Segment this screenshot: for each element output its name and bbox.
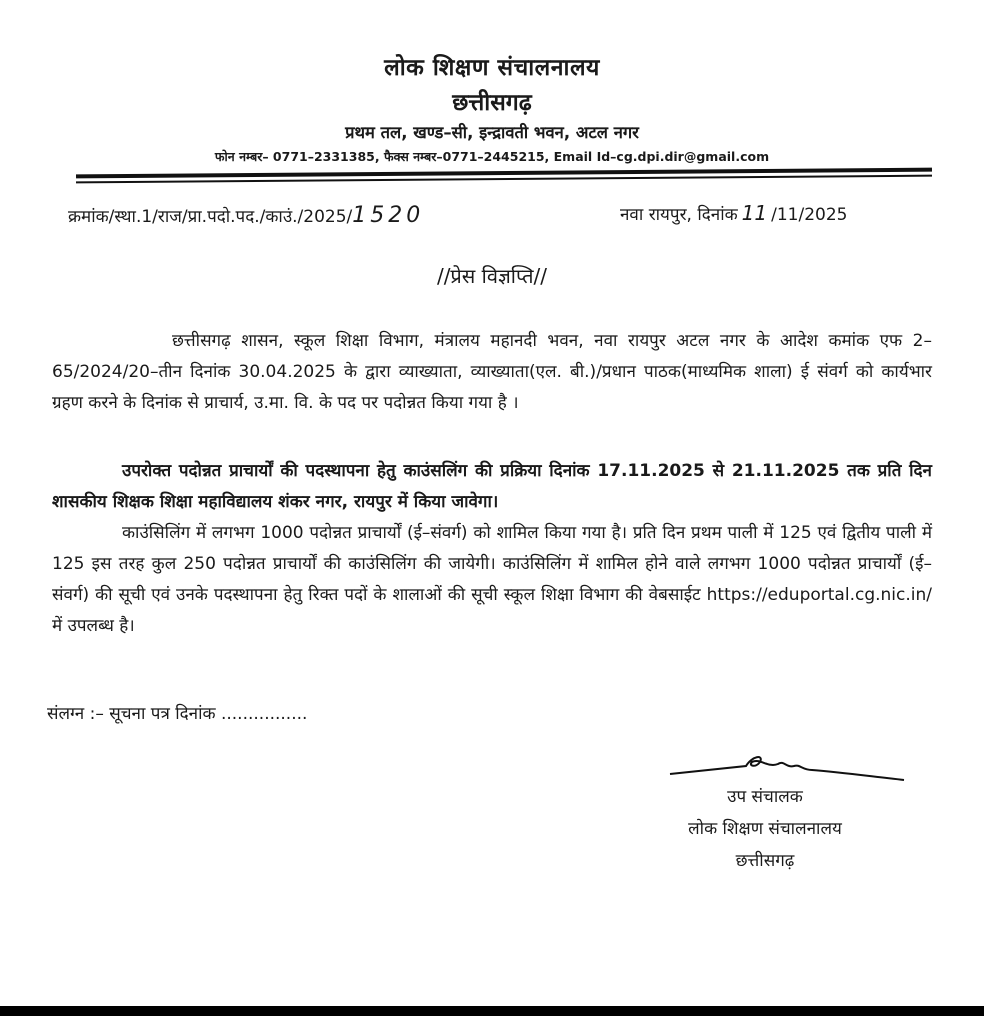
paragraph-counselling-details: काउंसिलिंग में लगभग 1000 पदोन्नत प्राचार्यों (ई–संवर्ग) को शामिल किया गया है। प्रति दिन प्रथम पाली में 125 एवं द्वितीय पाली में 125 इस तरह कुल 250 पदोन्नत प्राचार्यों की काउंसिलिंग की जायेगी। काउंसिलिंग में शामिल होने वाले लगभग 1000 पदोन्नत प्राचार्यों (ई–संवर्ग) की सूची एवं उनके पदस्थापना हेतु रिक्त पदों के शालाओं की सूची स्कूल शिक्षा विभाग की वेबसाईट https://eduportal.cg.nic.in/ में उपलब्ध है। — [52, 523, 932, 636]
letterhead-contact: फोन नम्बर– 0771–2331385, फैक्स नम्बर–0771–2445215, Email Id–cg.dpi.dir@gmail.com — [214, 149, 770, 164]
reference-number — [68, 203, 424, 228]
enclosure-line: संलग्न :– सूचना पत्र दिनांक ................ — [47, 704, 308, 724]
signatory-office: लोक शिक्षण संचालनालय — [688, 819, 842, 839]
signature-mark — [668, 748, 908, 784]
date-suffix: /11/2025 — [771, 205, 848, 225]
reference-prefix: क्रमांक/स्था.1/राज/प्रा.पदो.पद./काउं./2025/ — [68, 207, 353, 227]
paragraph-counselling-dates: उपरोक्त पदोन्नत प्राचार्यों की पदस्थापना हेतु काउंसलिंग की प्रक्रिया दिनांक 17.11.2025 से 21.11.2025 तक प्रति दिन शासकीय शिक्षक शिक्षा महाविद्यालय शंकर नगर, रायपुर में किया जावेगा। — [52, 461, 932, 512]
letterhead-state: छत्तीसगढ़ — [452, 90, 532, 116]
letterhead-office: लोक शिक्षण संचालनालय — [384, 55, 600, 81]
signatory-state: छत्तीसगढ़ — [735, 851, 795, 871]
place-date-prefix: नवा रायपुर, दिनांक — [620, 205, 738, 225]
date-handwritten-day: 11 — [741, 201, 768, 225]
signatory-designation: उप संचालक — [727, 787, 803, 807]
press-release-heading: //प्रेस विज्ञप्ति// — [436, 264, 548, 288]
paragraph-order: छत्तीसगढ़ शासन, स्कूल शिक्षा विभाग, मंत्रालय महानदी भवन, नवा रायपुर अटल नगर के आदेश कमांक एफ 2–65/2024/20–तीन दिनांक 30.04.2025 के द्वारा व्याख्याता, व्याख्याता(एल. बी.)/प्रधान पाठक(माध्यमिक शाला) ई संवर्ग को कार्यभार ग्रहण करने के दिनांक से प्राचार्य, उ.मा. वि. के पद पर पदोन्नत किया गया है । — [52, 331, 932, 413]
bottom-border-bar — [0, 1006, 984, 1016]
reference-handwritten-number: 1520 — [352, 203, 425, 228]
letterhead-address: प्रथम तल, खण्ड–सी, इन्द्रावती भवन, अटल नगर — [345, 123, 639, 142]
place-date — [620, 201, 847, 225]
